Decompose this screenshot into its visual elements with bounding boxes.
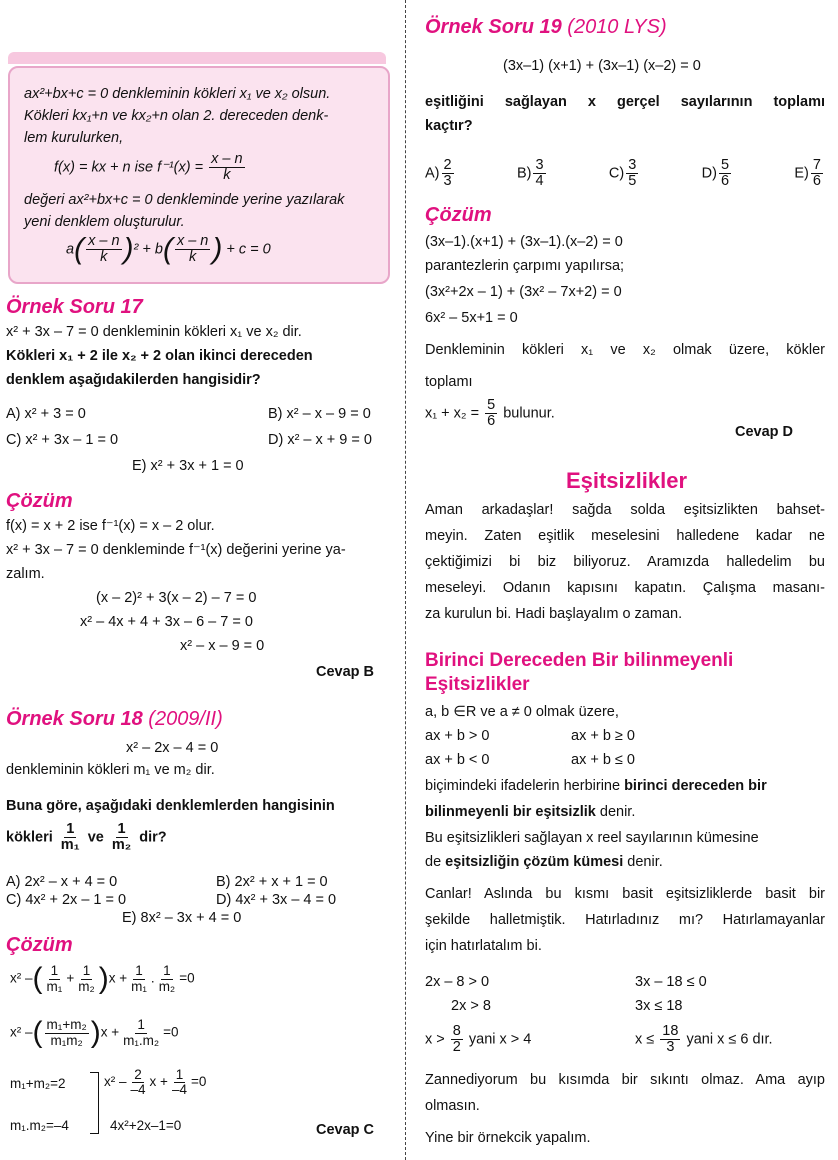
paragraph-line: za kurulun bi. Hadi başlayalım o zaman.: [425, 606, 683, 622]
fraction: [719, 158, 731, 189]
q19-solution-text: Denkleminin kökleri x₁ ve x₂ olmak üzere, kökler: [425, 342, 825, 358]
denominator: –4: [130, 1082, 146, 1098]
example-line: 2x > 8: [451, 998, 491, 1014]
numerator: m₁+m₂: [46, 1017, 87, 1033]
math: yani x ≤ 6 dır.: [686, 1031, 773, 1048]
math: x₁ + x₂ =: [425, 405, 480, 422]
paragraph-line: meseleyi. Odanın kapısını kapatın. Çalışma masanı-: [425, 580, 825, 596]
text: denir.: [627, 854, 663, 870]
q18-title-text: Örnek Soru 18: [6, 708, 143, 730]
paren-open: (: [74, 232, 85, 266]
q19-year: (2010 LYS): [567, 16, 667, 38]
example-line: 3x – 18 ≤ 0: [635, 974, 707, 990]
info-box: [8, 66, 390, 284]
fraction: [59, 822, 82, 853]
q17-solution-line: x² – 4x + 4 + 3x – 6 – 7 = 0: [80, 614, 253, 630]
denominator: 4: [535, 173, 544, 190]
paren-close: ): [123, 232, 134, 266]
form-3: ax + b < 0: [425, 752, 490, 768]
bold-term: eşitsizliğin çözüm kümesi: [445, 854, 624, 870]
q18-question-text: kökleri: [6, 829, 53, 846]
paren-close: ): [98, 962, 109, 995]
fraction: [533, 158, 545, 189]
paren-close: ): [90, 1016, 101, 1049]
q17-question: Kökleri x₁ + 2 ile x₂ + 2 olan ikinci dereceden: [6, 348, 313, 364]
q19-solution-sum: [425, 398, 555, 429]
q18-answer: Cevap C: [316, 1122, 375, 1138]
fraction: [170, 1068, 189, 1097]
paragraph-line: Canlar! Aslında bu kısmı basit eşitsizliklerde basit bir: [425, 886, 825, 902]
numerator: 1: [117, 821, 126, 837]
numerator: 1: [135, 963, 143, 979]
box-formula: [54, 152, 247, 183]
paragraph-line: şekilde halletmiştik. Hatırladınız mı? Hatırlamayanlar: [425, 912, 825, 928]
form-2: ax + b ≥ 0: [571, 728, 635, 744]
q18-line: denkleminin kökleri m₁ ve m₂ dir.: [6, 762, 215, 778]
numerator: 18: [662, 1023, 679, 1039]
q19-solution-title: Çözüm: [425, 204, 492, 226]
bold-term: bilinmeyenli bir eşitsizlik: [425, 804, 596, 820]
fraction: [451, 1024, 463, 1055]
paragraph-line: meyin. Zaten eşitlik meselesini halledene kadar ne: [425, 528, 825, 544]
fraction: [209, 152, 244, 183]
denominator: m₂: [111, 837, 132, 854]
numerator: 2: [134, 1067, 142, 1082]
numerator: x – n: [88, 233, 120, 249]
bold-term: birinci dereceden bir: [624, 778, 767, 794]
q19-solution-line: (3x–1).(x+1) + (3x–1).(x–2) = 0: [425, 234, 623, 250]
numerator: 1: [163, 963, 171, 979]
q17-answer: Cevap B: [316, 664, 375, 680]
subsection-title: Eşitsizlikler: [425, 674, 530, 695]
q19-option-d[interactable]: [702, 158, 733, 189]
box-line: ax²+bx+c = 0 denkleminin kökleri x₁ ve x₂ olsun.: [24, 86, 331, 102]
q17-solution-line: (x – 2)² + 3(x – 2) – 7 = 0: [96, 590, 257, 606]
example-result: [425, 1024, 531, 1055]
fraction: [45, 1018, 89, 1047]
q19-question: [425, 94, 825, 110]
numerator: 1: [175, 1067, 184, 1082]
numerator: 1: [50, 963, 59, 979]
denominator: k: [189, 249, 197, 266]
fraction: [157, 964, 178, 993]
q19-solution-line: parantezlerin çarpımı yapılırsa;: [425, 258, 625, 274]
denominator: m₁m₂: [50, 1032, 83, 1048]
fraction: [45, 964, 65, 993]
q17-solution-line: x² – x – 9 = 0: [180, 638, 265, 654]
fraction: [110, 822, 133, 853]
q18-option-b[interactable]: B) 2x² + x + 1 = 0: [216, 874, 328, 890]
paragraph-line: olmasın.: [425, 1098, 480, 1114]
denominator: k: [223, 167, 231, 184]
section-title: Eşitsizlikler: [565, 468, 688, 493]
column-divider: [405, 0, 406, 1160]
numerator: 3: [628, 157, 637, 173]
q19-solution-line: 6x² – 5x+1 = 0: [425, 310, 518, 326]
brace: [90, 1072, 99, 1134]
fraction: [175, 234, 210, 265]
q19-answer: Cevap D: [735, 424, 794, 440]
definition-line: a, b ∈R ve a ≠ 0 olmak üzere,: [425, 704, 619, 720]
fraction: [811, 158, 823, 189]
paren-open: (: [162, 232, 173, 266]
fraction: [442, 158, 454, 189]
q17-option-d[interactable]: D) x² – x + 9 = 0: [268, 432, 372, 448]
denominator: –4: [171, 1082, 187, 1098]
paragraph-line: için hatırlatalım bi.: [425, 938, 542, 954]
example-result: [635, 1024, 773, 1055]
denominator: 2: [452, 1039, 461, 1056]
math: =0: [163, 1024, 179, 1040]
q18-solution-row1: [10, 964, 195, 994]
math: x ≤: [635, 1031, 655, 1048]
denominator: m₂: [158, 978, 176, 994]
math: .: [150, 970, 155, 986]
numerator: 1: [137, 1017, 145, 1033]
option-label: D): [701, 165, 717, 182]
numerator: 2: [443, 157, 452, 173]
denominator: 6: [487, 413, 496, 430]
intro-paragraph: [425, 502, 825, 632]
text: biçimindeki ifadelerin herbirine: [425, 778, 621, 794]
fraction: [86, 234, 121, 265]
fraction: [121, 1018, 161, 1047]
box-line: değeri ax²+bx+c = 0 denkleminde yerine yazılarak: [24, 192, 345, 208]
numerator: 5: [487, 397, 496, 413]
numerator: x – n: [176, 233, 209, 249]
q17-solution-line: f(x) = x + 2 ise f⁻¹(x) = x – 2 olur.: [6, 518, 215, 534]
option-label: C): [608, 165, 625, 182]
math: bulunur.: [503, 405, 555, 422]
form-1: ax + b > 0: [425, 728, 490, 744]
fraction: [76, 964, 97, 993]
numerator: 5: [720, 157, 730, 173]
definition-line: Bu eşitsizlikleri sağlayan x reel sayılarının kümesine: [425, 830, 759, 846]
paragraph-line: çektiğimizi bi biz biliyoruz. Aramızda halledelim bu: [425, 554, 825, 570]
fraction: [485, 398, 497, 429]
subsection-title: Birinci Dereceden Bir bilinmeyenli: [425, 650, 734, 671]
q18-title: [6, 708, 223, 731]
box-line: yeni denklem oluşturulur.: [24, 214, 185, 230]
paren-close: ): [212, 232, 223, 266]
q19-option-a[interactable]: [425, 158, 456, 189]
text: de: [425, 854, 442, 870]
option-label: B): [516, 165, 532, 182]
numerator: x – n: [211, 151, 243, 167]
definition-line: [425, 778, 767, 794]
q18-equation: x² – 2x – 4 = 0: [126, 740, 219, 756]
math: x² –: [104, 1074, 127, 1090]
q17-solution-title: Çözüm: [6, 490, 73, 512]
q18-year: (2009/II): [148, 708, 223, 730]
numerator: 1: [66, 821, 75, 837]
denominator: 6: [812, 173, 821, 190]
math: yani x > 4: [468, 1031, 532, 1048]
denominator: m₁: [60, 837, 80, 854]
q18-option-e[interactable]: E) 8x² – 3x + 4 = 0: [122, 910, 242, 926]
closing-line: Yine bir örnekcik yapalım.: [425, 1130, 591, 1146]
math: =0: [179, 970, 195, 986]
math: x² –: [10, 1024, 33, 1040]
denominator: 6: [720, 173, 730, 190]
q17-option-b[interactable]: B) x² – x – 9 = 0: [268, 406, 371, 422]
box-line: lem kurulurken,: [24, 130, 124, 146]
q19-equation: (3x–1) (x+1) + (3x–1) (x–2) = 0: [503, 58, 701, 74]
q17-option-c[interactable]: C) x² + 3x – 1 = 0: [6, 432, 119, 448]
equation-end: + c = 0: [226, 241, 271, 258]
q17-title: Örnek Soru 17: [6, 296, 143, 318]
q17-line: x² + 3x – 7 = 0 denkleminin kökleri x₁ ve x₂ dir.: [6, 324, 302, 340]
q18-option-c[interactable]: C) 4x² + 2x – 1 = 0: [6, 892, 127, 908]
q18-option-a[interactable]: A) 2x² – x + 4 = 0: [6, 874, 118, 890]
denominator: m₂: [78, 978, 95, 994]
example-line: 3x ≤ 18: [635, 998, 683, 1014]
definition-line: [425, 804, 635, 820]
paren-open: (: [32, 962, 43, 995]
denominator: m₁: [131, 978, 147, 994]
q17-option-e[interactable]: E) x² + 3x + 1 = 0: [132, 458, 244, 474]
denominator: m₁.m₂: [123, 1032, 160, 1048]
numerator: 1: [82, 963, 91, 979]
math: x +: [149, 1074, 168, 1090]
coefficient: a: [66, 241, 75, 258]
q19-title: [425, 16, 667, 39]
paren-open: (: [32, 1016, 43, 1049]
numerator: 8: [452, 1023, 461, 1039]
q19-solution-line: (3x²+2x – 1) + (3x² – 7x+2) = 0: [425, 284, 622, 300]
q17-solution-line: zalım.: [6, 566, 45, 582]
q18-question-text: ve: [87, 829, 104, 846]
reminder-paragraph: [425, 886, 825, 964]
math: x² –: [10, 970, 33, 986]
fraction: [129, 964, 149, 993]
denominator: 3: [443, 173, 452, 190]
example-line: 2x – 8 > 0: [425, 974, 490, 990]
q18-solution-row2: [10, 1018, 179, 1048]
denominator: 3: [666, 1039, 675, 1056]
equation-middle: ² + b: [133, 241, 163, 258]
numerator: 7: [812, 157, 821, 173]
q17-solution-line: x² + 3x – 7 = 0 denkleminde f⁻¹(x) değerini yerine ya-: [6, 542, 346, 558]
paragraph-line: Aman arkadaşlar! sağda solda eşitsizlikten bahset-: [425, 502, 825, 518]
q18-solution-row3: [104, 1068, 206, 1097]
box-formula-text: f(x) = kx + n ise f⁻¹(x) =: [54, 159, 204, 176]
q17-option-a[interactable]: A) x² + 3 = 0: [6, 406, 86, 422]
math: =0: [190, 1074, 207, 1090]
q19-option-c[interactable]: [609, 158, 640, 189]
fraction: [660, 1024, 680, 1055]
q18-question: [6, 822, 167, 853]
q19-options: [425, 158, 825, 189]
q19-option-b[interactable]: [517, 158, 548, 189]
numerator: 3: [535, 157, 544, 173]
math: x >: [425, 1031, 445, 1048]
option-label: A): [425, 165, 440, 182]
q19-question-text: eşitliğini sağlayan x gerçel sayılarının toplamı: [425, 94, 825, 110]
q18-option-d[interactable]: D) 4x² + 3x – 4 = 0: [216, 892, 337, 908]
box-line: Kökleri kx₁+n ve kx₂+n olan 2. dereceden denk-: [24, 108, 329, 124]
paragraph-line: Zannediyorum bu kısımda bir sıkıntı olmaz. Ama ayıp: [425, 1072, 825, 1088]
q18-solution-row4-right: 4x²+2x–1=0: [110, 1118, 182, 1133]
math: x +: [100, 1024, 120, 1040]
closing-paragraph: [425, 1072, 825, 1124]
fraction: [129, 1068, 148, 1097]
option-label: E): [794, 165, 809, 182]
q17-question: denklem aşağıdakilerden hangisidir?: [6, 372, 261, 388]
q19-option-e[interactable]: [794, 158, 825, 189]
fraction: [626, 158, 638, 189]
denominator: 5: [628, 173, 637, 190]
denominator: k: [100, 249, 108, 266]
math: x +: [108, 970, 128, 986]
definition-line: [425, 854, 663, 870]
q19-question: kaçtır?: [425, 118, 473, 134]
denominator: m₁: [46, 978, 63, 994]
q18-solution-row3-left: m₁+m₂=2: [10, 1076, 66, 1091]
q19-solution-line: toplamı: [425, 374, 473, 390]
form-4: ax + b ≤ 0: [571, 752, 635, 768]
q19-title-text: Örnek Soru 19: [425, 16, 562, 38]
q18-solution-title: Çözüm: [6, 934, 73, 956]
q18-solution-row4-left: m₁.m₂=–4: [10, 1118, 69, 1133]
box-equation: [66, 234, 271, 265]
q18-question: Buna göre, aşağıdaki denklemlerden hangisinin: [6, 798, 335, 814]
q19-solution-line: [425, 342, 825, 358]
math: +: [66, 970, 75, 986]
q18-question-text: dir?: [139, 829, 167, 846]
text: denir.: [599, 804, 636, 820]
